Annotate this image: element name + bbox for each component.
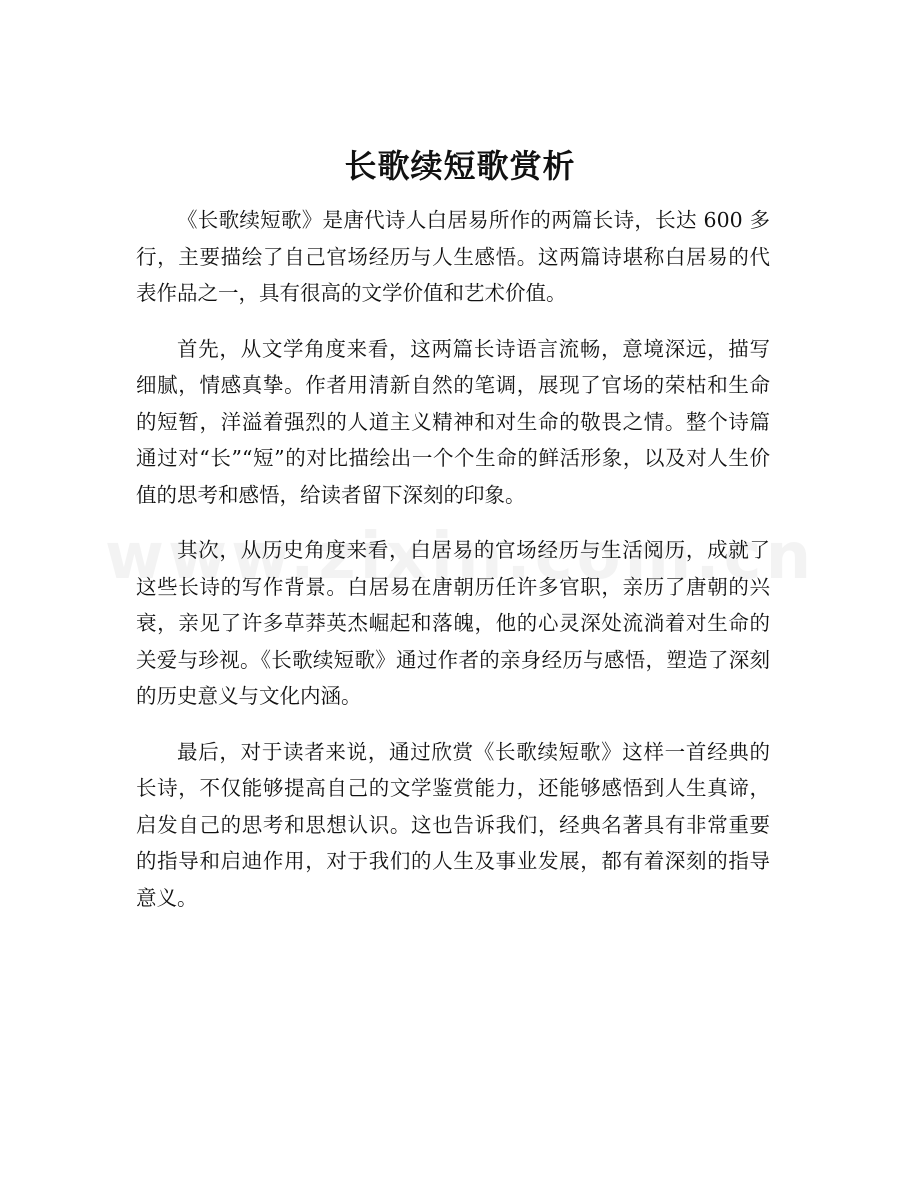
- paragraph-conclusion: 最后，对于读者来说，通过欣赏《长歌续短歌》这样一首经典的长诗，不仅能够提高自己的文学鉴赏能力，还能够感悟到人生真谛，启发自己的思考和思想认识。这也告诉我们，经典名著具有非常重要的指导和启迪作用，对于我们的人生及事业发展，都有着深刻的指导意义。: [136, 739, 770, 910]
- document-body: [136, 202, 770, 935]
- paragraph-intro: 《长歌续短歌》是唐代诗人白居易所作的两篇长诗，长达 600 多行，主要描绘了自己官场经历与人生感悟。这两篇诗堪称白居易的代表作品之一，具有很高的文学价值和艺术价值。: [136, 208, 770, 305]
- document-title: 长歌续短歌赏析: [344, 147, 576, 185]
- paragraph-historical: 其次，从历史角度来看，白居易的官场经历与生活阅历，成就了这些长诗的写作背景。白居易在唐朝历任许多官职，亲历了唐朝的兴衰，亲见了许多草莽英杰崛起和落魄，他的心灵深处流淌着对生命的关爱与珍视。《长歌续短歌》通过作者的亲身经历与感悟，塑造了深刻的历史意义与文化内涵。: [136, 538, 770, 708]
- paragraph-literary: 首先，从文学角度来看，这两篇长诗语言流畅，意境深远，描写细腻，情感真挚。作者用清新自然的笔调，展现了官场的荣枯和生命的短暂，洋溢着强烈的人道主义精神和对生命的敬畏之情。整个诗篇通过对“长”“短”的对比描绘出一个个生命的鲜活形象，以及对人生价值的思考和感悟，给读者留下深刻的印象。: [136, 336, 770, 507]
